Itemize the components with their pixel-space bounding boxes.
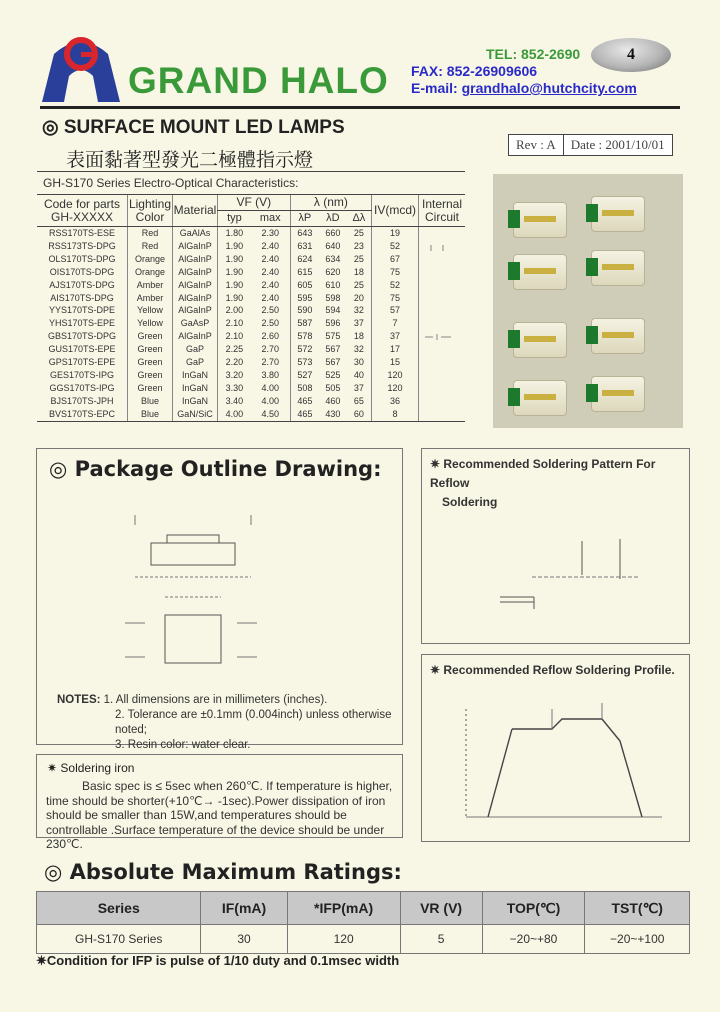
col-vf: VF (V) (218, 195, 291, 211)
table-cell: 620 (325, 266, 341, 277)
table-cell: 460 (325, 395, 341, 406)
ratings-top: −20~+80 (482, 925, 585, 954)
table-cell: 598 (325, 292, 341, 303)
table-cell: Orange (128, 266, 173, 279)
table-cell: 2.20 (218, 356, 251, 369)
table-cell: YYS170TS-DPE (48, 305, 116, 316)
table-cell: 23 (353, 240, 364, 251)
led-product-photo (493, 174, 683, 428)
table-cell: GBS170TS-DPG (47, 331, 117, 342)
table-cell: 18 (353, 331, 364, 342)
col-circuit: Internal Circuit (419, 195, 466, 227)
col-max: max (251, 211, 290, 227)
table-cell: 3.40 (218, 395, 251, 408)
table-cell: 20 (353, 292, 364, 303)
table-cell: 30 (353, 357, 364, 368)
absolute-ratings-title: ◎ Absolute Maximum Ratings: (44, 860, 402, 884)
table-cell: 65 (353, 395, 364, 406)
table-cell: 2.40 (261, 292, 280, 303)
internal-circuit-cell (419, 408, 466, 421)
table-cell: 1.90 (218, 240, 251, 253)
table-cell: Yellow (128, 317, 173, 330)
table-cell: OLS170TS-DPG (48, 253, 116, 264)
soldering-iron-text (46, 779, 396, 852)
table-cell: 3.80 (261, 369, 280, 380)
table-cell: Amber (128, 279, 173, 292)
table-caption: GH-S170 Series Electro-Optical Characteristics: (37, 171, 465, 194)
table-cell: 640 (325, 240, 341, 251)
revision-date: Date : 2001/10/01 (563, 135, 672, 155)
table-cell: 19 (372, 227, 419, 240)
table-cell: AJS170TS-DPG (49, 279, 115, 290)
table-cell: YHS170TS-EPE (48, 318, 116, 329)
ratings-col-series: Series (37, 892, 201, 925)
table-cell: AlGaInP (173, 253, 218, 266)
table-row (37, 925, 690, 954)
table-cell: 25 (353, 228, 364, 238)
table-cell: 120 (372, 369, 419, 382)
ratings-col-top: TOP(℃) (482, 892, 585, 925)
soldering-iron-box (36, 754, 403, 851)
table-cell: 525 (325, 369, 341, 380)
table-row (37, 395, 465, 408)
brand-name: GRAND HALO (128, 60, 389, 101)
ratings-col-vr: VR (V) (400, 892, 482, 925)
table-row (37, 227, 465, 240)
table-cell: InGaN (173, 382, 218, 395)
table-cell: Green (128, 382, 173, 395)
table-cell: 37 (353, 318, 364, 329)
revision-label: Rev : A (516, 137, 556, 152)
table-row (37, 408, 465, 421)
table-cell: AlGaInP (173, 304, 218, 317)
characteristics-table (37, 171, 465, 422)
email-label: E-mail: (411, 80, 462, 96)
table-cell: GaN/SiC (173, 408, 218, 421)
table-cell: 505 (325, 382, 341, 393)
package-outline-drawing (115, 507, 315, 687)
table-row (37, 292, 465, 305)
table-cell: 75 (372, 266, 419, 279)
table-cell: 527 (290, 369, 319, 382)
soldering-iron-paragraph: Basic spec is ≤ 5sec when 260℃. If temperature is higher, time should be shorter(+10℃→ -1sec).Power dissipation of iron should be smaller than 15W,and temperatures should be controllable .Surface temperature of the device should be under 230℃. (46, 779, 393, 851)
table-cell: 1.90 (218, 253, 251, 266)
table-cell: 615 (290, 266, 319, 279)
table-cell: 25 (353, 279, 364, 290)
table-cell: Green (128, 343, 173, 356)
soldering-iron-title: ✷ Soldering iron (47, 761, 135, 775)
table-cell: 631 (290, 240, 319, 253)
table-cell: 2.25 (218, 343, 251, 356)
table-cell: GaP (173, 343, 218, 356)
table-cell: RSS170TS-ESE (48, 228, 116, 238)
table-row (37, 279, 465, 292)
table-cell: 4.00 (261, 382, 280, 393)
table-cell: 57 (372, 304, 419, 317)
col-parts: Code for parts GH-XXXXX (37, 195, 128, 227)
table-cell: 573 (290, 356, 319, 369)
table-cell: 660 (325, 228, 341, 238)
table-cell: 40 (353, 369, 364, 380)
table-cell: AlGaInP (173, 266, 218, 279)
package-outline-box (36, 448, 403, 751)
table-cell: Red (128, 227, 173, 240)
table-cell: Orange (128, 253, 173, 266)
table-row (37, 253, 465, 266)
ratings-tst: −20~+100 (585, 925, 690, 954)
table-cell: BVS170TS-EPC (37, 408, 128, 421)
table-row (37, 369, 465, 382)
table-cell: 594 (325, 305, 341, 316)
internal-circuit-diagram (421, 237, 461, 357)
col-delta-lambda: Δλ (347, 211, 372, 227)
col-material: Material (173, 195, 218, 227)
table-cell: 2.40 (261, 279, 280, 290)
table-cell: 587 (290, 317, 319, 330)
table-cell: GUS170TS-EPE (48, 344, 116, 355)
fax-number: FAX: 852-26909606 (411, 63, 538, 79)
table-cell: GaAlAs (173, 227, 218, 240)
table-cell: 75 (372, 292, 419, 305)
table-row (37, 304, 465, 317)
table-cell: 2.70 (261, 357, 280, 368)
internal-circuit-cell (419, 382, 466, 395)
ratings-col-ifp: *IFP(mA) (287, 892, 400, 925)
table-cell: 1.80 (218, 227, 251, 240)
internal-circuit-cell (419, 356, 466, 369)
table-cell: BJS170TS-JPH (50, 395, 114, 406)
table-cell: 17 (372, 343, 419, 356)
table-cell: GPS170TS-EPE (48, 357, 116, 368)
table-cell: Blue (128, 395, 173, 408)
table-cell: 3.30 (218, 382, 251, 395)
table-cell: Amber (128, 292, 173, 305)
table-cell: Green (128, 356, 173, 369)
table-cell: 2.40 (261, 253, 280, 264)
col-color: Lighting Color (128, 195, 173, 227)
table-cell: 590 (290, 304, 319, 317)
table-cell: AlGaInP (173, 279, 218, 292)
table-cell: 430 (319, 408, 347, 421)
table-row (37, 382, 465, 395)
reflow-profile-box (421, 654, 690, 842)
table-cell: 575 (325, 331, 341, 342)
table-cell: Yellow (128, 304, 173, 317)
table-cell: 18 (353, 266, 364, 277)
table-row (37, 266, 465, 279)
table-cell: 2.40 (261, 240, 280, 251)
section-title-smd-led: ◎ SURFACE MOUNT LED LAMPS (42, 117, 345, 138)
note-3: 3. Resin color: water clear. (115, 739, 251, 751)
page-number-badge: 4 (591, 38, 671, 72)
table-cell: 2.50 (261, 305, 280, 316)
notes-label: NOTES: (57, 694, 101, 706)
table-cell: AlGaInP (173, 292, 218, 305)
reflow-profile-chart (452, 689, 672, 835)
reflow-profile-title: ✷ Recommended Reflow Soldering Profile. (430, 663, 675, 677)
table-cell: 60 (347, 408, 372, 421)
table-cell: 67 (372, 253, 419, 266)
table-cell: 567 (325, 344, 341, 355)
table-cell: 2.00 (218, 304, 251, 317)
ratings-ifp: 120 (287, 925, 400, 954)
tel-number: TEL: 852-2690 (486, 46, 581, 62)
table-row (37, 343, 465, 356)
ratings-col-if: IF(mA) (201, 892, 287, 925)
revision-box (508, 134, 673, 156)
table-cell: 8 (372, 408, 419, 421)
table-row (37, 330, 465, 343)
table-cell: 1.90 (218, 279, 251, 292)
col-lambda-d: λD (319, 211, 347, 227)
table-cell: 2.10 (218, 317, 251, 330)
table-cell: 4.00 (261, 395, 280, 406)
table-cell: RSS173TS-DPG (48, 240, 116, 251)
note-1: 1. All dimensions are in millimeters (inches). (103, 694, 328, 706)
table-cell: InGaN (173, 395, 218, 408)
table-row (37, 317, 465, 330)
ratings-series: GH-S170 Series (37, 925, 201, 954)
table-cell: 624 (290, 253, 319, 266)
table-row (37, 240, 465, 253)
table-cell: 2.40 (261, 266, 280, 277)
table-cell: AlGaInP (173, 240, 218, 253)
note-2: 2. Tolerance are ±0.1mm (0.004inch) unless otherwise noted; (115, 709, 392, 736)
table-cell: 120 (372, 382, 419, 395)
table-cell: AlGaInP (173, 330, 218, 343)
package-notes (57, 693, 402, 753)
table-cell: 15 (372, 356, 419, 369)
email-line (411, 80, 637, 97)
table-cell: OIS170TS-DPG (49, 266, 115, 277)
table-cell: Green (128, 330, 173, 343)
ratings-condition-note: ✷Condition for IFP is pulse of 1/10 duty and 0.1msec width (36, 953, 400, 968)
table-cell: 465 (290, 408, 319, 421)
table-cell: 465 (290, 395, 319, 408)
table-cell: 7 (372, 317, 419, 330)
col-lambda-p: λP (290, 211, 319, 227)
table-cell: 4.50 (251, 408, 290, 421)
table-cell: 2.70 (261, 344, 280, 355)
soldering-pattern-title-line1: ✷ Recommended Soldering Pattern For Reflow (430, 457, 656, 490)
table-cell: 25 (353, 253, 364, 264)
email-link[interactable]: grandhalo@hutchcity.com (461, 80, 637, 96)
table-cell: GaAsP (173, 317, 218, 330)
table-cell: 37 (372, 330, 419, 343)
table-cell: 634 (325, 253, 341, 264)
table-cell: Blue (128, 408, 173, 421)
table-cell: 2.10 (218, 330, 251, 343)
table-cell: 52 (372, 240, 419, 253)
table-cell: 1.90 (218, 266, 251, 279)
ratings-if: 30 (201, 925, 287, 954)
section-title-chinese: 表面黏著型發光二極體指示燈 (66, 149, 314, 171)
table-cell: 32 (353, 344, 364, 355)
ratings-col-tst: TST(℃) (585, 892, 690, 925)
table-cell: 572 (290, 343, 319, 356)
table-cell: InGaN (173, 369, 218, 382)
table-cell: 2.30 (261, 228, 280, 238)
table-cell: AIS170TS-DPG (50, 292, 114, 303)
table-cell: GGS170TS-IPG (49, 382, 115, 393)
table-cell: 596 (325, 318, 341, 329)
table-cell: 1.90 (218, 292, 251, 305)
table-row (37, 356, 465, 369)
internal-circuit-cell (419, 369, 466, 382)
soldering-pattern-drawing (442, 499, 672, 639)
table-cell: 605 (290, 279, 319, 292)
absolute-ratings-table (36, 891, 690, 954)
package-outline-title: ◎ Package Outline Drawing: (49, 457, 382, 481)
table-cell: 578 (290, 330, 319, 343)
table-cell: 4.00 (218, 408, 251, 421)
ratings-vr: 5 (400, 925, 482, 954)
table-cell: GES170TS-IPG (49, 369, 115, 380)
table-cell: 52 (372, 279, 419, 292)
table-cell: 37 (353, 382, 364, 393)
table-cell: 595 (290, 292, 319, 305)
table-cell: GaP (173, 356, 218, 369)
col-lambda: λ (nm) (290, 195, 371, 211)
table-cell: 32 (353, 305, 364, 316)
table-cell: 643 (290, 227, 319, 240)
soldering-pattern-title-line2: Soldering (442, 495, 498, 509)
col-typ: typ (218, 211, 251, 227)
table-cell: 567 (325, 357, 341, 368)
internal-circuit-cell (419, 395, 466, 408)
table-cell: 2.50 (261, 318, 280, 329)
header-divider (40, 106, 680, 109)
table-cell: 508 (290, 382, 319, 395)
table-cell: 36 (372, 395, 419, 408)
grand-halo-logo-icon (38, 34, 124, 104)
table-cell: 2.60 (261, 331, 280, 342)
col-iv: IV(mcd) (372, 195, 419, 227)
table-cell: 3.20 (218, 369, 251, 382)
table-cell: 610 (325, 279, 341, 290)
table-cell: Green (128, 369, 173, 382)
table-cell: Red (128, 240, 173, 253)
soldering-pattern-box (421, 448, 690, 644)
